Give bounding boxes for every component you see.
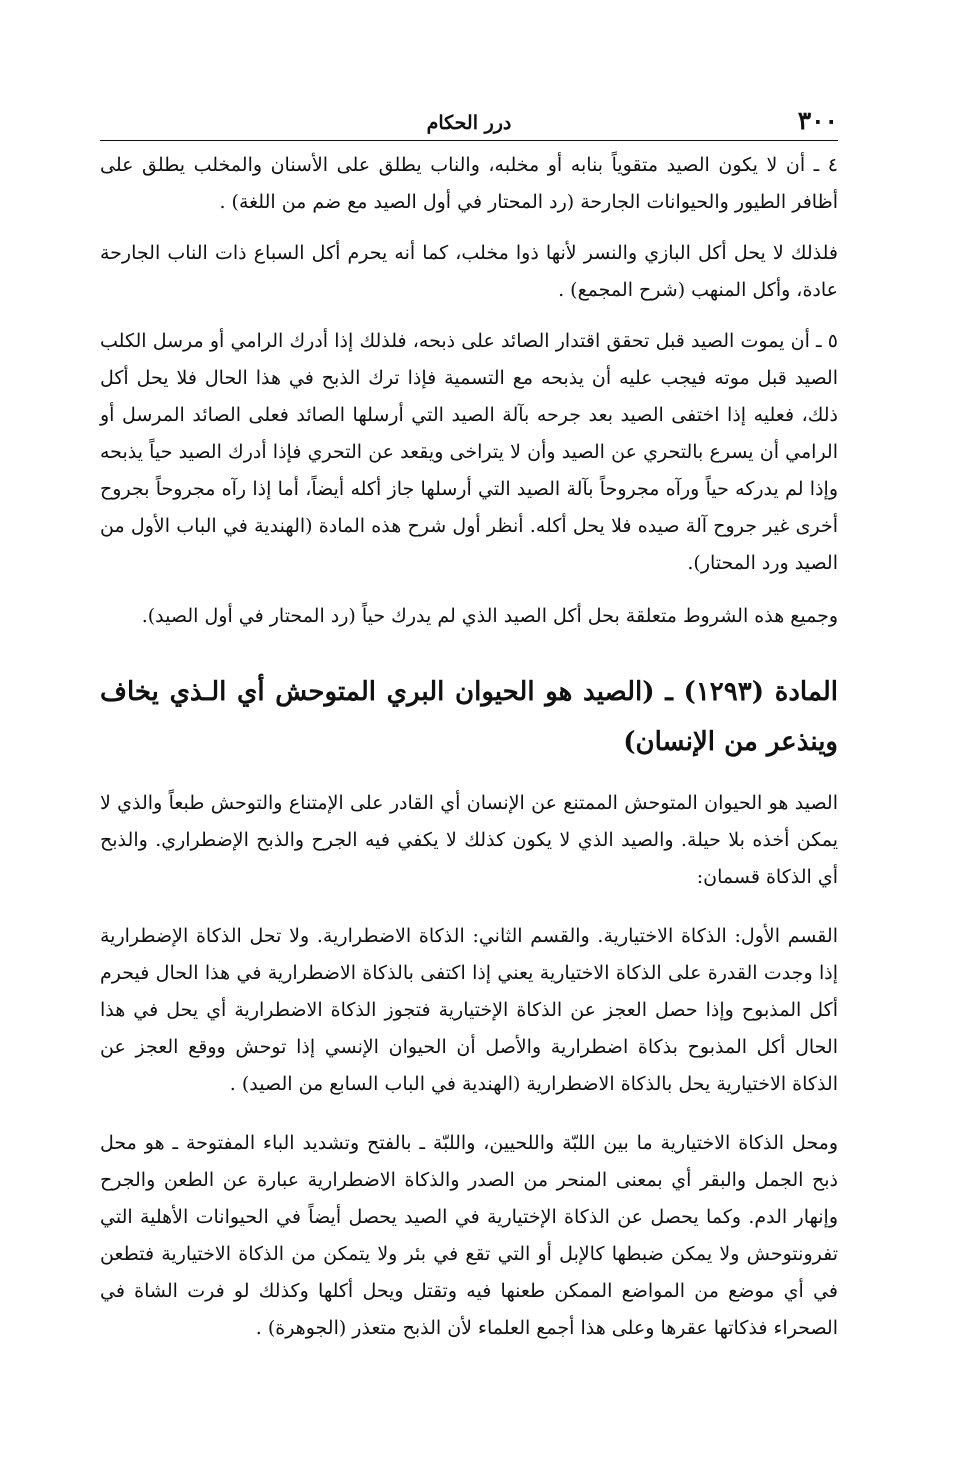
- article-slaughter-place-paragraph: ومحل الذكاة الاختيارية ما بين اللبّة واللحيين، واللبّة ـ بالفتح وتشديد الباء المفتوحة ـ هو محل ذبح الجمل والبقر أي بمعنى المنحر من الصدر والذكاة الاضطرارية عبارة عن الطعن والجرح وإنهار الدم. وكما يحصل عن الذكاة الإختيارية في الصيد يحصل أيضاً في الحيوانات الأهلية التي تفرونتوحش ولا يمكن ضبطها كالإبل أو التي تقع في بئر ولا يتمكن من الذكاة الاختيارية فتطعن في أي موضع من المواضع الممكن طعنها فيه وتقتل ويحل أكلها وكذلك لو فرت الشاة في الصحراء فذكاتها عقرها وعلى هذا أجمع العلماء لأن الذبح متعذر (الجوهرة) .: [100, 1132, 838, 1339]
- condition-4-paragraph: ٤ ـ أن لا يكون الصيد متقوياً بنابه أو مخلبه، والناب يطلق على الأسنان والمخلب يطلق على أظافر الطيور والحيوانات الجارحة (رد المحتار في أول الصيد مع ضم من اللغة) .: [100, 154, 838, 213]
- article-definition-paragraph: الصيد هو الحيوان المتوحش الممتنع عن الإنسان أي القادر على الإمتناع والتوحش طبعاً والذي لا يمكن أخذه بلا حيلة. والصيد الذي لا يكون كذلك لا يكفي فيه الجرح والذبح الإضطراري. والذبح أي الذكاة قسمان:: [100, 792, 838, 888]
- page-number: ٣٠٠: [797, 106, 838, 135]
- conditions-summary-paragraph: وجميع هذه الشروط متعلقة بحل أكل الصيد الذي لم يدرك حياً (رد المحتار في أول الصيد).: [141, 605, 838, 627]
- running-header: [100, 100, 838, 141]
- article-slaughter-types-paragraph: القسم الأول: الذكاة الاختيارية. والقسم الثاني: الذكاة الاضطرارية. ولا تحل الذكاة الإضطرارية إذا وجدت القدرة على الذكاة الاختيارية يعني إذا اكتفى بالذكاة الاضطرارية في هذا الحال فيحرم أكل المذبوح وإذا حصل العجز عن الذكاة الإختيارية فتجوز الذكاة الاضطرارية أي يحل في هذا الحال أكل المذبوح بذكاة اضطرارية والأصل أن الحيوان الإنسي إذا توحش ووقع العجز عن الذكاة الاختيارية يحل بالذكاة الاضطرارية (الهندية في الباب السابع من الصيد) .: [100, 925, 838, 1095]
- book-title: درر الحكام: [426, 112, 512, 134]
- book-page: [100, 100, 838, 1347]
- article-heading: المادة (١٢٩٣) ـ (الصيد هو الحيوان البري المتوحش أي الـذي يخاف وينذعر من الإنسان): [100, 677, 838, 757]
- condition-5-paragraph: ٥ ـ أن يموت الصيد قبل تحقق اقتدار الصائد على ذبحه، فلذلك إذا أدرك الرامي أو مرسل الكلب الصيد قبل موته فيجب عليه أن يذبحه مع التسمية فإذا ترك الذبح في هذا الحال فلا يحل أكل ذلك، فعليه إذا اختفى الصيد بعد جرحه بآلة الصيد التي أرسلها الصائد فعلى الصائد المرسل أو الرامي أن يسرع بالتحري عن الصيد وأن لا يتراخى ويقعد عن التحري فإذا أدرك الصيد حياً يذبحه وإذا لم يدركه حياً ورآه مجروحاً بآلة الصيد التي أرسلها جاز أكله أيضاً، أما إذا رآه مجروحاً بجروح أخرى غير جروح آلة صيده فلا يحل أكله. أنظر أول شرح هذه المادة (الهندية في الباب الأول من الصيد ورد المحتار).: [100, 330, 838, 574]
- consequence-paragraph: فلذلك لا يحل أكل البازي والنسر لأنها ذوا مخلب، كما أنه يحرم أكل السباع ذات الناب الجارحة عادة، وأكل المنهب (شرح المجمع) .: [100, 242, 838, 301]
